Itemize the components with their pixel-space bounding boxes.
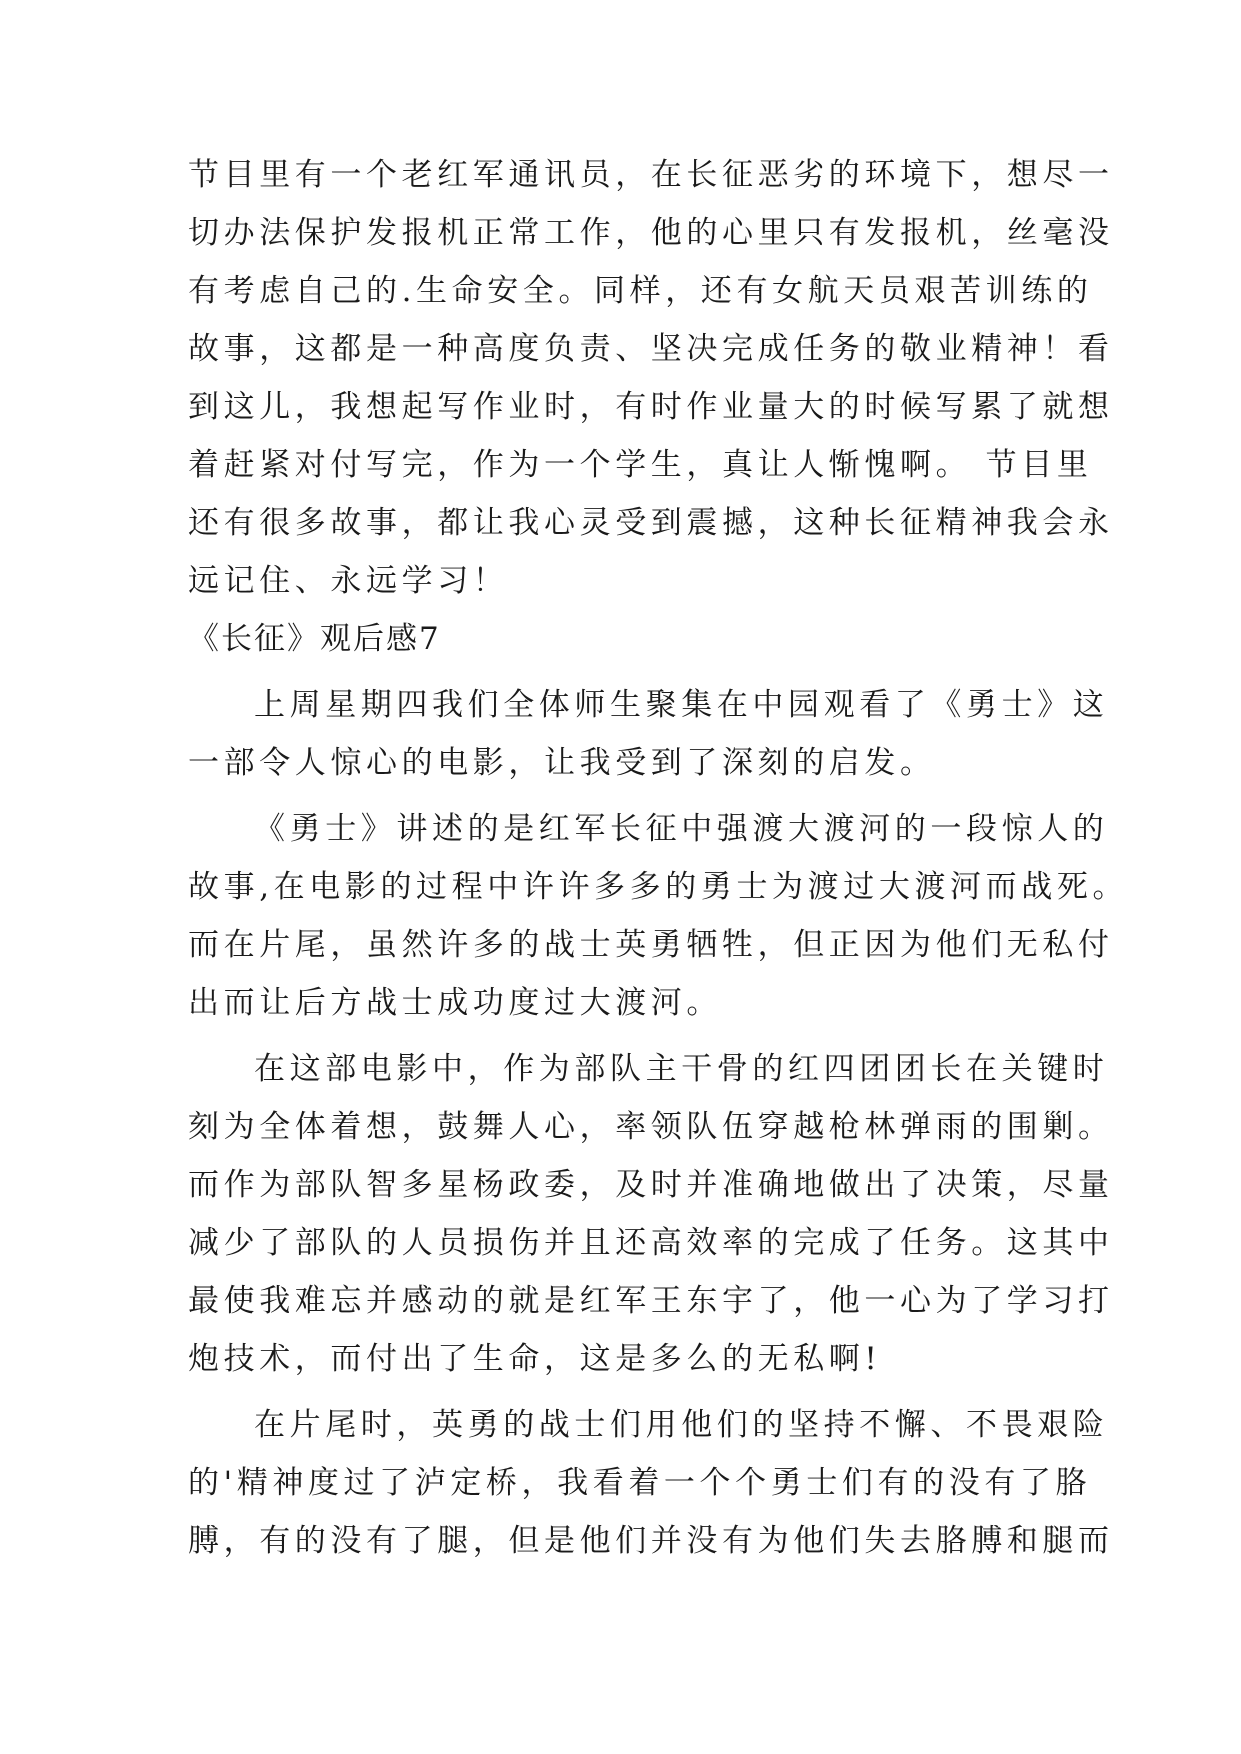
text-line: 远记住、永远学习！: [188, 563, 509, 599]
section-heading: 《长征》观后感7: [188, 621, 441, 657]
text-line: 一部令人惊心的电影，让我受到了深刻的启发。: [188, 745, 936, 781]
text-line: 减少了部队的人员损伤并且还高效率的完成了任务。这其中: [188, 1225, 1114, 1261]
paragraph-4: [188, 1396, 1114, 1570]
text-line: 上周星期四我们全体师生聚集在中园观看了《勇士》这: [254, 687, 1109, 723]
text-line: 还有很多故事，都让我心灵受到震撼，这种长征精神我会永: [188, 505, 1114, 541]
text-line: 到这儿，我想起写作业时，有时作业量大的时候写累了就想: [188, 389, 1114, 425]
text-line: 故事，这都是一种高度负责、坚决完成任务的敬业精神！看: [188, 331, 1114, 367]
document-page: [188, 146, 1129, 1570]
text-line: 有考虑自己的.生命安全。同样，还有女航天员艰苦训练的: [188, 273, 1093, 309]
text-line: 刻为全体着想，鼓舞人心，率领队伍穿越枪林弹雨的围剿。: [188, 1109, 1114, 1145]
paragraph-2: [188, 800, 1129, 1032]
text-line: 而在片尾，虽然许多的战士英勇牺牲，但正因为他们无私付: [188, 927, 1114, 963]
text-line: 切办法保护发报机正常工作，他的心里只有发报机，丝毫没: [188, 215, 1114, 251]
text-line: 最使我难忘并感动的就是红军王东宇了，他一心为了学习打: [188, 1283, 1114, 1319]
text-line: 炮技术，而付出了生命，这是多么的无私啊!: [188, 1341, 882, 1377]
text-line: 而作为部队智多星杨政委，及时并准确地做出了决策，尽量: [188, 1167, 1114, 1203]
continued-paragraph: [188, 146, 1114, 610]
text-line: 的'精神度过了泸定桥，我看着一个个勇士们有的没有了胳: [188, 1465, 1092, 1501]
text-line: 在这部电影中，作为部队主干骨的红四团团长在关键时: [254, 1051, 1109, 1087]
paragraph-3: [188, 1040, 1114, 1388]
text-line: 节目里有一个老红军通讯员，在长征恶劣的环境下，想尽一: [188, 157, 1114, 193]
text-line: 在片尾时，英勇的战士们用他们的坚持不懈、不畏艰险: [254, 1407, 1109, 1443]
paragraph-1: [188, 676, 1109, 792]
text-line: 出而让后方战士成功度过大渡河。: [188, 985, 722, 1021]
text-line: 着赶紧对付写完，作为一个学生，真让人惭愧啊。 节目里: [188, 447, 1093, 483]
text-line: 《勇士》讲述的是红军长征中强渡大渡河的一段惊人的: [254, 811, 1109, 847]
text-line: 膊，有的没有了腿，但是他们并没有为他们失去胳膊和腿而: [188, 1523, 1114, 1559]
text-line: 故事,在电影的过程中许许多多的勇士为渡过大渡河而战死。: [188, 869, 1129, 905]
